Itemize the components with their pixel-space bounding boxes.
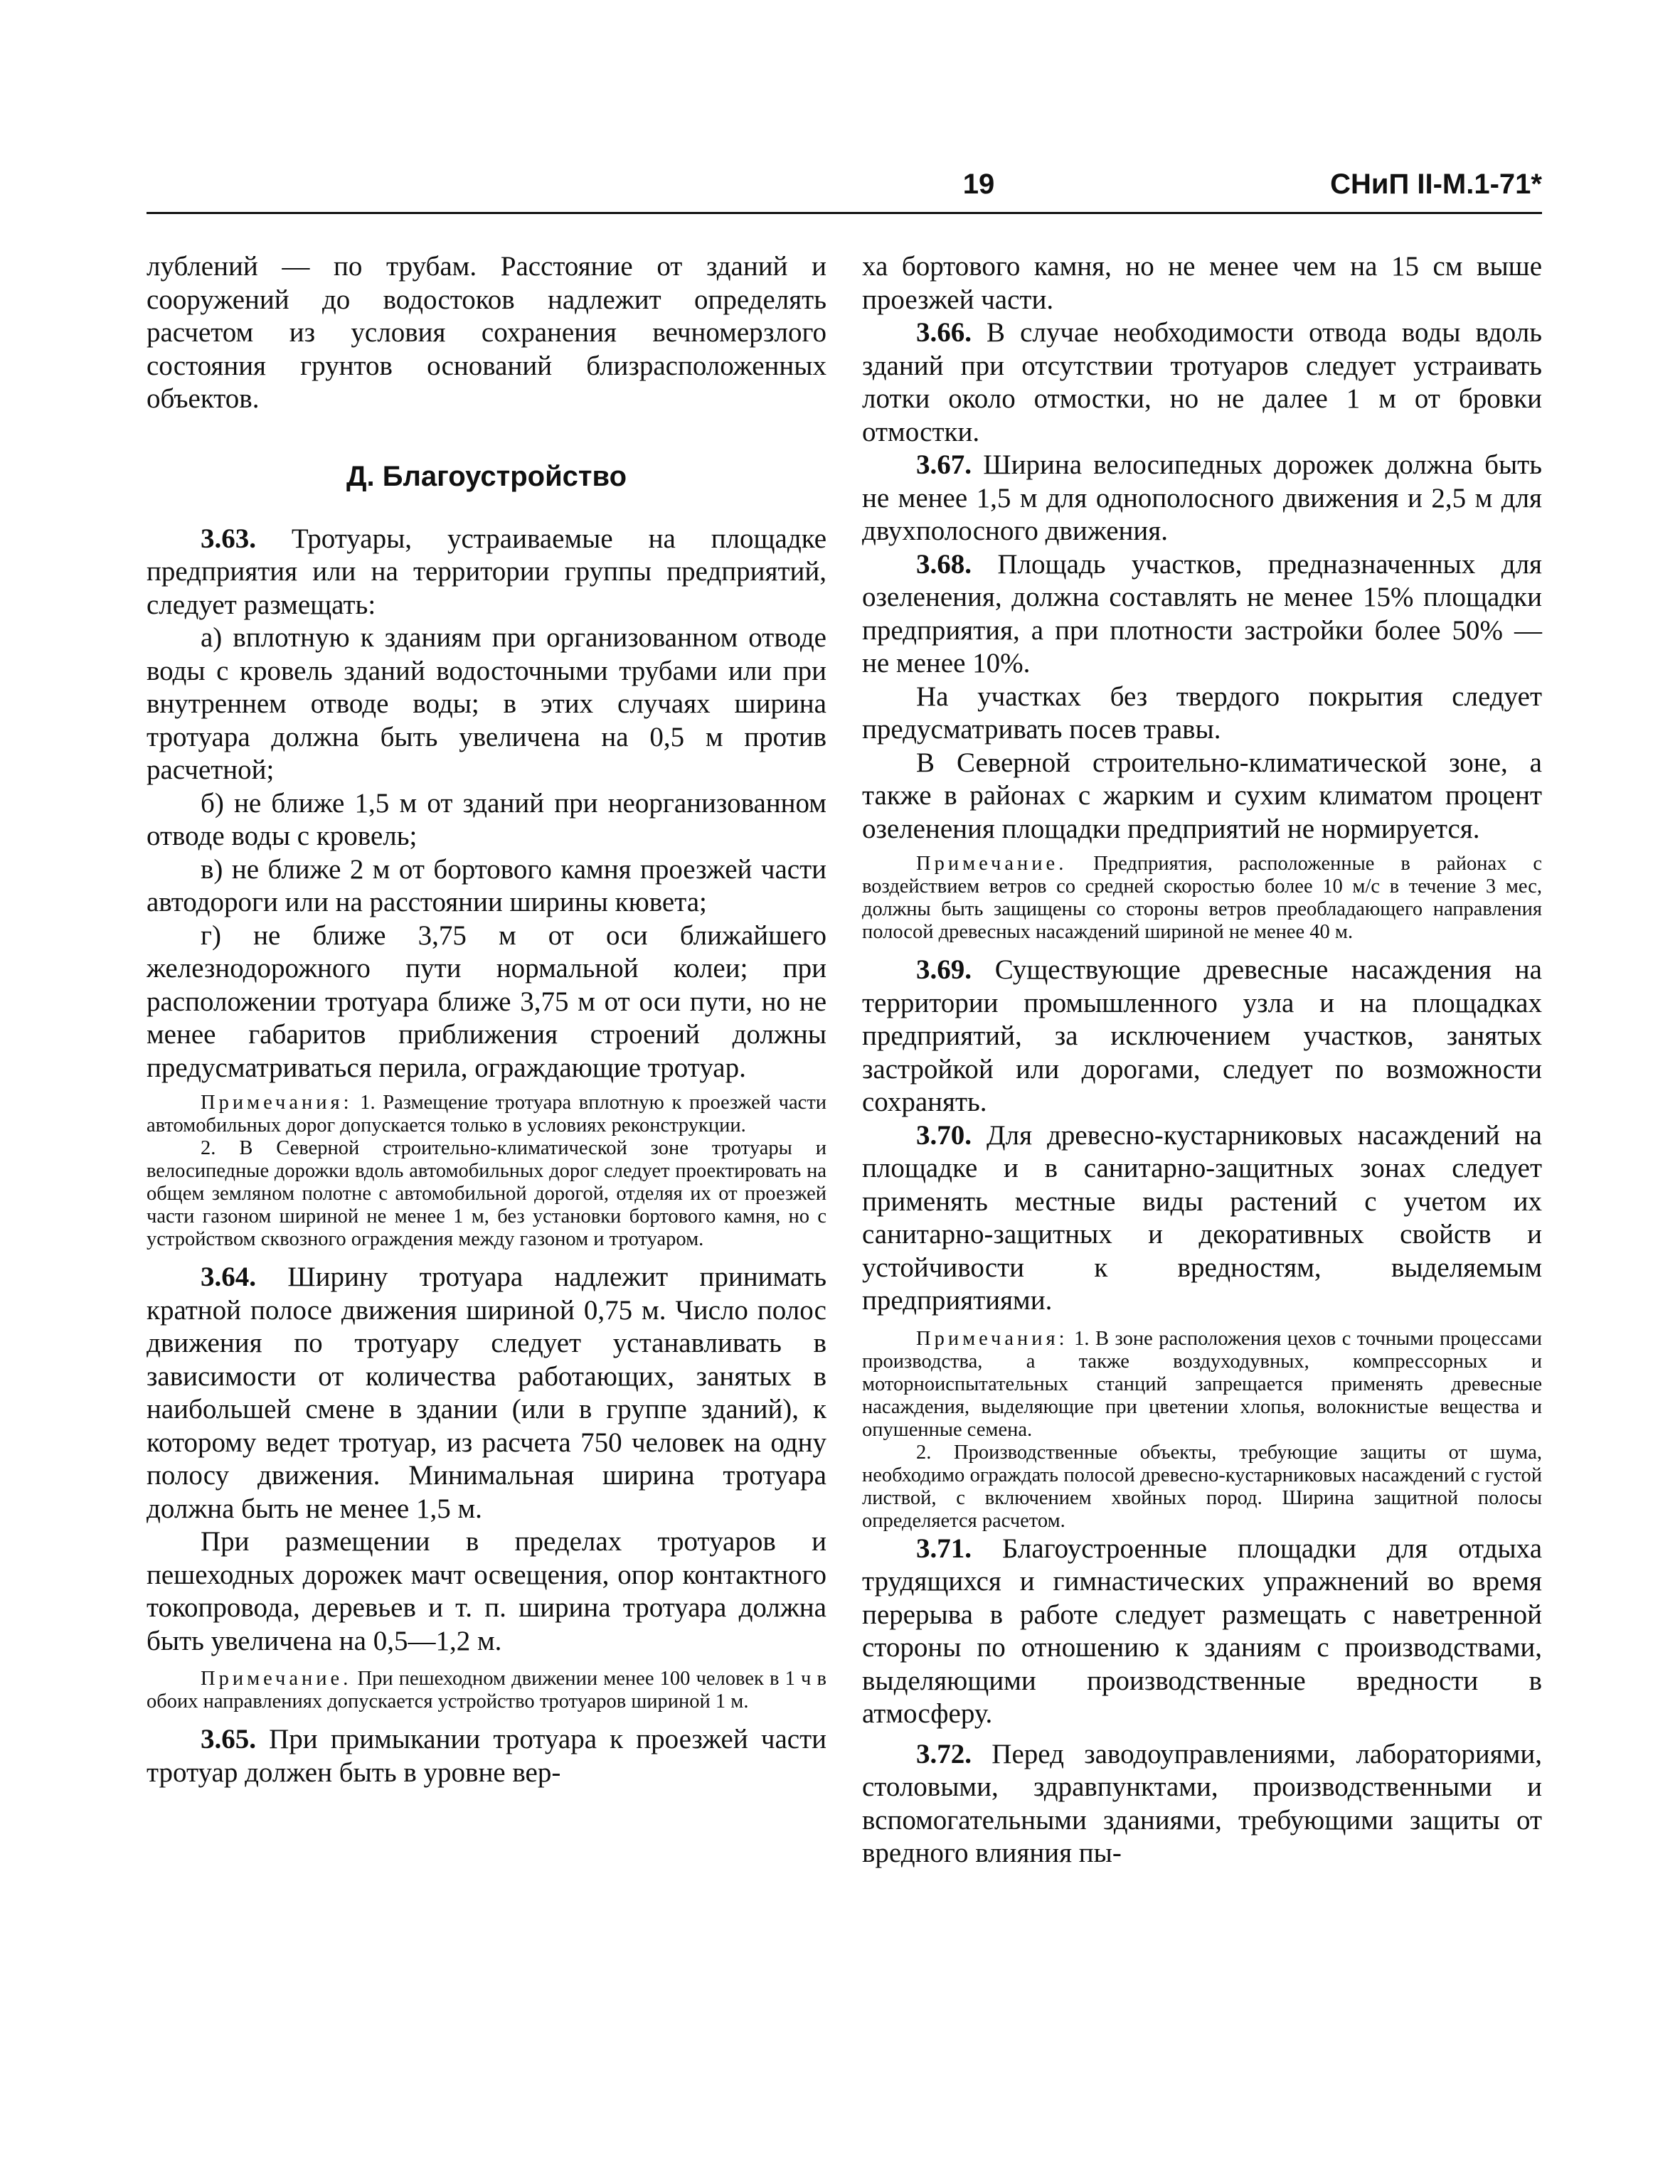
- clause-text: Ширину тротуара надлежит принимать кратной полосе движения шириной 0,75 м. Число полос движения по тротуару следует устанавливать в зависимости от количества работающих, занятых в наибольшей смене в здании (или в группе зданий), к которому ведет тротуар, из расчета 750 человек на одну полосу движения. Минимальная ширина тротуара должна быть не менее 1,5 м.: [147, 1262, 826, 1524]
- header-rule: [147, 212, 1542, 214]
- clause-item-a: а) вплотную к зданиям при организованном отводе воды с кровель зданий водосточными трубами или при внутреннем отводе воды; в этих случаях ширина тротуара должна быть увеличена на 0,5 м против расчетной;: [147, 622, 826, 785]
- note-item: 2. Производственные объекты, требующие защиты от шума, необходимо ограждать полосой древесно-кустарниковых насаждений с густой листвой, с включением хвойных пород. Ширина защитной полосы определяется расчетом.: [862, 1441, 1542, 1532]
- clause-3-68: [862, 548, 1542, 681]
- clause-3-66: [862, 316, 1542, 449]
- right-column: [862, 250, 1542, 1870]
- clause-3-63: [147, 523, 826, 622]
- clause-text: Площадь участков, предназначенных для озеленения, должна составлять не менее 15% площадки предприятия, а при плотности застройки более 50% — не менее 10%.: [862, 548, 1542, 678]
- note-label: Примечания:: [201, 1092, 353, 1114]
- clause-number: 3.63.: [201, 523, 256, 554]
- note-item: [147, 1668, 826, 1713]
- clause-text: Для древесно-кустарниковых насаждений на площадке и в санитарно-защитных зонах следует применять местные виды растений с учетом их санитарно-защитных и декоративных свойств и устойчивости к вредностям, выделяемым предприятиями.: [862, 1119, 1542, 1316]
- document-code: СНиП II-М.1-71*: [1330, 169, 1542, 200]
- left-column: [147, 250, 826, 1789]
- clause-item-d: г) не ближе 3,75 м от оси ближайшего железнодорожного пути нормальной колеи; при расположении тротуара ближе 3,75 м от оси пути, но не менее габаритов приближения строений должны предусматриваться перила, ограждающие тротуар.: [147, 920, 826, 1083]
- note-item: [862, 853, 1542, 944]
- clause-3-64: [147, 1261, 826, 1525]
- clause-number: 3.71.: [916, 1533, 972, 1564]
- clause-number: 3.68.: [916, 548, 972, 580]
- clause-3-71: [862, 1533, 1542, 1731]
- clause-text: При примыкании тротуара к проезжей части тротуар должен быть в уровне вер-: [147, 1724, 826, 1788]
- note-text: Предприятия, расположенные в районах с воздействием ветров со средней скоростью более 10 м/с в течение 3 мес, должны быть защищены со стороны ветров преобладающего направления полосой древесных насаждений шириной не менее 40 м.: [862, 853, 1542, 943]
- clause-number: 3.64.: [201, 1262, 256, 1292]
- clause-text: Тротуары, устраиваемые на площадке предприятия или на территории группы предприятий, следует размещать:: [147, 523, 826, 620]
- paragraph-continuation: ха бортового камня, но не менее чем на 15 см выше проезжей части.: [862, 251, 1542, 315]
- page-header: [147, 165, 1542, 208]
- clause-paragraph: При размещении в пределах тротуаров и пешеходных дорожек мачт освещения, опор контактного токопровода, деревьев и т. п. ширина тротуара должна быть увеличена на 0,5—1,2 м.: [147, 1526, 826, 1656]
- clause-3-72: [862, 1738, 1542, 1870]
- note-block: [147, 1668, 826, 1713]
- note-item: [147, 1092, 826, 1137]
- note-item: [862, 1328, 1542, 1442]
- clause-3-69: [862, 954, 1542, 1119]
- note-label: Примечание.: [201, 1668, 352, 1690]
- clause-number: 3.67.: [916, 449, 972, 480]
- clause-item-c: в) не ближе 2 м от бортового камня проезжей части автодороги или на расстоянии ширины кювета;: [147, 853, 826, 917]
- clause-3-67: [862, 449, 1542, 548]
- clause-number: 3.66.: [916, 317, 972, 348]
- section-heading: Д. Благоустройство: [346, 460, 627, 492]
- clause-text: Благоустроенные площадки для отдыха трудящихся и гимнастических упражнений во время перерыва в работе следует размещать с наветренной стороны по отношению к зданиям с производствами, выделяющими производственные вредности в атмосферу.: [862, 1533, 1542, 1729]
- clause-text: Перед заводоуправлениями, лабораториями, столовыми, здравпунктами, производственными и вспомогательными зданиями, требующими защиты от вредного влияния пы-: [862, 1738, 1542, 1868]
- clause-3-65: [147, 1723, 826, 1789]
- note-block: [862, 853, 1542, 944]
- note-item: 2. В Северной строительно-климатической зоне тротуары и велосипедные дорожки вдоль автомобильных дорог следует проектировать на общем земляном полотне с автомобильной дорогой, отделяя их от проезжей части газоном шириной не менее 1 м, без установки бортового камня, но с устройством сквозного ограждения между газоном и тротуаром.: [147, 1137, 826, 1250]
- note-text: При пешеходном движении менее 100 человек в 1 ч в обоих направлениях допускается устройство тротуаров шириной 1 м.: [147, 1668, 826, 1712]
- clause-paragraph: В Северной строительно-климатической зоне, а также в районах с жарким и сухим климатом процент озеленения площадки предприятий не нормируется.: [862, 747, 1542, 844]
- note-label: Примечания:: [916, 1327, 1068, 1350]
- note-text: 1. Размещение тротуара вплотную к проезжей части автомобильных дорог допускается только в условиях реконструкции.: [147, 1092, 826, 1136]
- note-block: [147, 1092, 826, 1251]
- page-number: 19: [962, 169, 995, 200]
- clause-number: 3.69.: [916, 954, 972, 985]
- clause-number: 3.65.: [201, 1724, 256, 1754]
- clause-paragraph: На участках без твердого покрытия следует предусматривать посев травы.: [862, 681, 1542, 745]
- note-label: Примечание.: [916, 853, 1068, 875]
- note-block: [862, 1328, 1542, 1533]
- clause-text: В случае необходимости отвода воды вдоль зданий при отсутствии тротуаров следует устраивать лотки около отмостки, но не далее 1 м от бровки отмостки.: [862, 317, 1542, 447]
- clause-text: Существующие древесные насаждения на территории промышленного узла и на площадках предприятий, за исключением участков, занятых застройкой или дорогами, следует по возможности сохранять.: [862, 954, 1542, 1117]
- clause-number: 3.70.: [916, 1119, 972, 1151]
- clause-3-70: [862, 1119, 1542, 1318]
- clause-number: 3.72.: [916, 1738, 972, 1769]
- clause-text: Ширина велосипедных дорожек должна быть не менее 1,5 м для однополосного движения и 2,5 м для двухполосного движения.: [862, 449, 1542, 546]
- paragraph-continuation: лублений — по трубам. Расстояние от зданий и сооружений до водостоков надлежит определять расчетом из условия сохранения вечномерзлого состояния грунтов оснований близрасположенных объектов.: [147, 251, 826, 414]
- clause-item-b: б) не ближе 1,5 м от зданий при неорганизованном отводе воды с кровель;: [147, 787, 826, 851]
- note-text: 1. В зоне расположения цехов с точными процессами производства, а также воздуходувных, компрессорных и моторноиспытательных станций запрещается применять древесные насаждения, выделяющие при цветении хлопья, волокнистые вещества и опушенные семена.: [862, 1327, 1542, 1441]
